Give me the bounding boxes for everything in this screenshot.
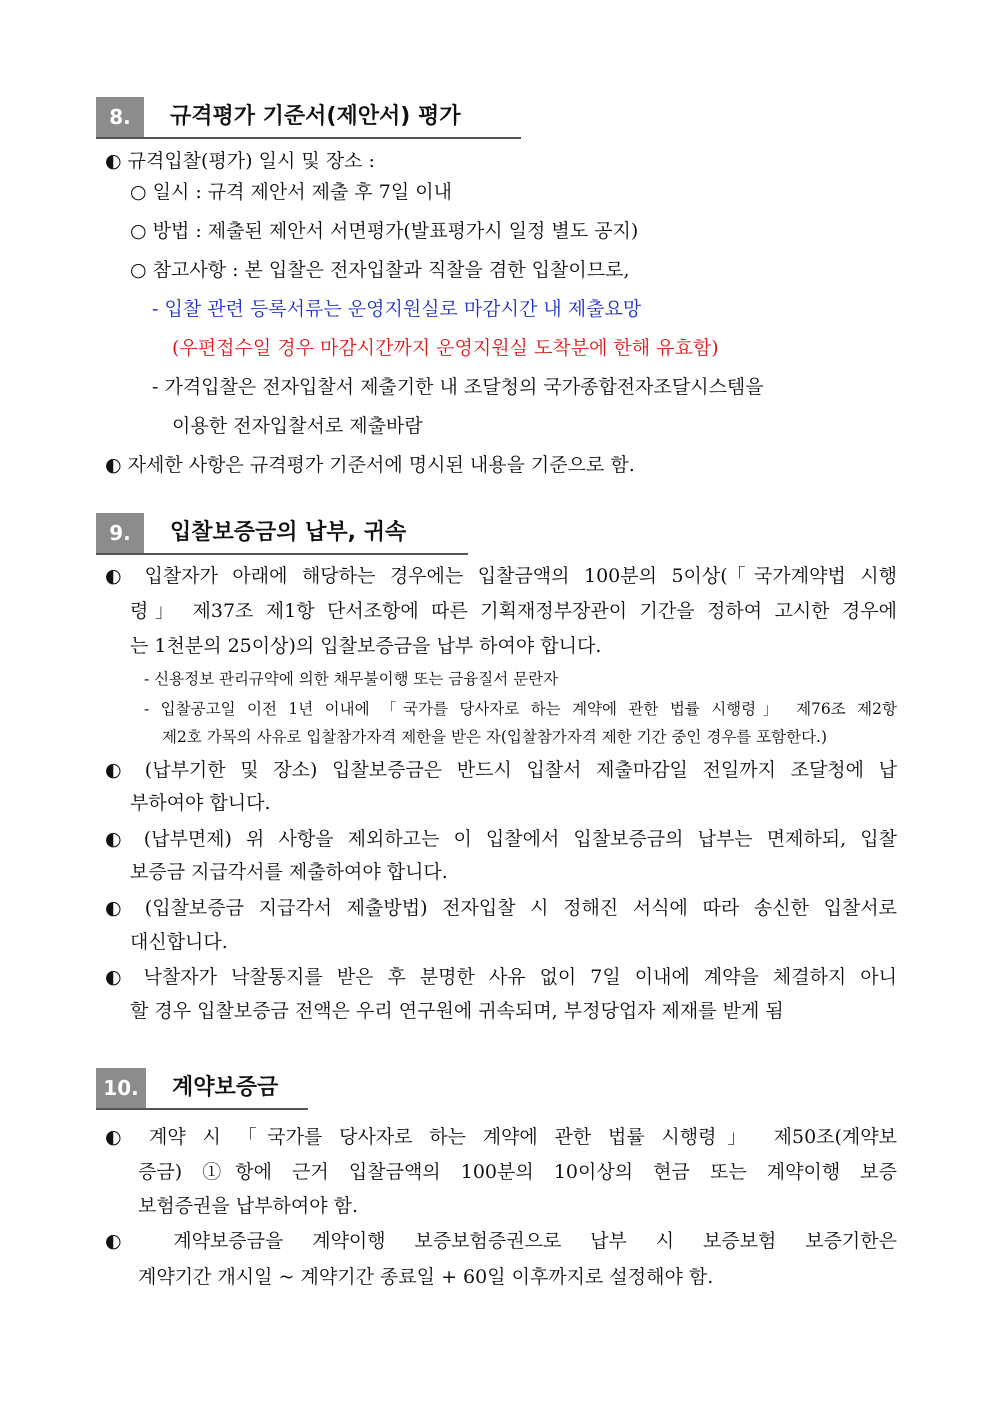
bullet-text: ◐ (납부기한 및 장소) 입찰보증금은 반드시 입찰서 제출마감일 전일까지 조달청에 납: [105, 759, 897, 781]
bullet-text: 계약기간 개시일 ~ 계약기간 종료일 + 60일 이후까지로 설정해야 함.: [138, 1266, 714, 1288]
bullet-text: ◐ 낙찰자가 낙찰통지를 받은 후 분명한 사유 없이 7일 이내에 계약을 체결하지 아니: [105, 966, 897, 988]
sub-item-text: ○ 방법 : 제출된 제안서 서면평가(발표평가시 일정 별도 공지): [130, 220, 639, 242]
section-number: 9.: [96, 513, 144, 553]
section-title: 계약보증금: [172, 1075, 279, 1100]
bullet-text: ◐ 규격입찰(평가) 일시 및 장소 :: [105, 150, 375, 172]
sub-item-text: ○ 참고사항 : 본 입찰은 전자입찰과 직찰을 겸한 입찰이므로,: [130, 259, 630, 281]
section-number: 10.: [96, 1068, 146, 1108]
bullet-text: ◐ 자세한 사항은 규격평가 기준서에 명시된 내용을 기준으로 함.: [105, 454, 635, 476]
bullet-text: 할 경우 입찰보증금 전액은 우리 연구원에 귀속되며, 부정당업자 제재를 받게 됨: [130, 1000, 784, 1022]
bullet-text: ◐ 입찰자가 아래에 해당하는 경우에는 입찰금액의 100분의 5이상(「국가계약법 시행: [105, 565, 897, 587]
section-8-heading: [96, 97, 521, 139]
section-9-heading: [96, 513, 468, 555]
bullet-text: ◐ 계약보증금을 계약이행 보증보험증권으로 납부 시 보증보험 보증기한은: [105, 1230, 897, 1252]
bullet-text: 는 1천분의 25이상)의 입찰보증금을 납부 하여야 합니다.: [130, 635, 602, 657]
section-title: 입찰보증금의 납부, 귀속: [170, 520, 407, 545]
bullet-text: 보증금 지급각서를 제출하여야 합니다.: [130, 861, 448, 883]
section-10-heading: [96, 1068, 308, 1110]
bullet-text: ◐ 계약 시 「국가를 당사자로 하는 계약에 관한 법률 시행령」 제50조(계약보: [105, 1126, 897, 1148]
dash-item-text: - 가격입찰은 전자입찰서 제출기한 내 조달청의 국가종합전자조달시스템을: [152, 376, 764, 398]
bullet-text: ◐ (입찰보증금 지급각서 제출방법) 전자입찰 시 정해진 서식에 따라 송신한 입찰서로: [105, 897, 897, 919]
bullet-text: ◐ (납부면제) 위 사항을 제외하고는 이 입찰에서 입찰보증금의 납부는 면제하되, 입찰: [105, 828, 897, 850]
dash-item-text: 제2호 가목의 사유로 입찰참가자격 제한을 받은 자(입찰참가자격 제한 기간 중인 경우를 포함한다.): [162, 728, 828, 746]
bullet-text: 령」 제37조 제1항 단서조항에 따른 기획재정부장관이 기간을 정하여 고시한 경우에: [130, 600, 897, 622]
section-number: 8.: [96, 97, 144, 137]
bullet-text: 보험증권을 납부하여야 함.: [138, 1195, 359, 1217]
bullet-text: 증금) ①항에 근거 입찰금액의 100분의 10이상의 현금 또는 계약이행 보증: [138, 1161, 897, 1183]
bullet-text: 부하여야 합니다.: [130, 792, 271, 814]
dash-item-text: - 신용정보 관리규약에 의한 채무불이행 또는 금융질서 문란자: [144, 670, 559, 688]
dash-item-text: - 입찰 관련 등록서류는 운영지원실로 마감시간 내 제출요망: [152, 298, 642, 320]
dash-item-text: - 입찰공고일 이전 1년 이내에 「국가를 당사자로 하는 계약에 관한 법률 시행령」 제76조 제2항: [144, 700, 897, 718]
dash-item-text: 이용한 전자입찰서로 제출바람: [172, 415, 423, 437]
bullet-text: 대신합니다.: [130, 931, 228, 953]
section-title: 규격평가 기준서(제안서) 평가: [170, 104, 461, 129]
dash-item-note: (우편접수일 경우 마감시간까지 운영지원실 도착분에 한해 유효함): [172, 337, 719, 359]
sub-item-text: ○ 일시 : 규격 제안서 제출 후 7일 이내: [130, 181, 452, 203]
